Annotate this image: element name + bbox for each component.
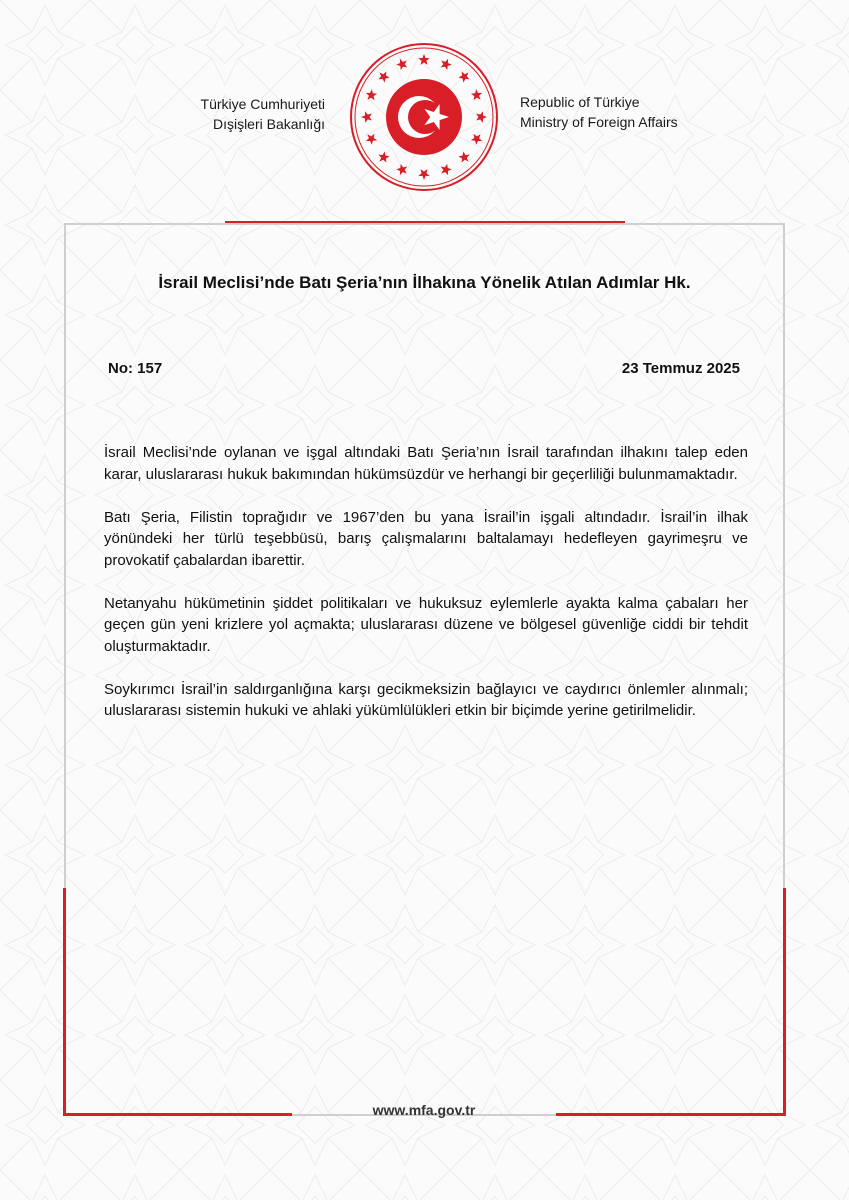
document-date: 23 Temmuz 2025 <box>621 360 740 377</box>
seal-star-icon <box>476 111 487 122</box>
frame-right-red <box>783 888 786 1116</box>
seal-star-icon <box>471 89 482 100</box>
footer-website-link[interactable]: www.mfa.gov.tr <box>372 1102 476 1118</box>
seal-star-icon <box>366 89 377 100</box>
frame-left-grey <box>64 223 66 888</box>
frame-bottom-right-red <box>556 1113 786 1116</box>
document-body <box>104 442 748 743</box>
org-name-turkish <box>201 94 325 134</box>
seal-star-icon <box>418 54 429 65</box>
seal-star-icon <box>471 134 482 145</box>
document-title: İsrail Meclisi’nde Batı Şeria’nın İlhakına Yönelik Atılan Adımlar Hk. <box>158 273 691 292</box>
seal-star-icon <box>441 164 452 175</box>
org-tr-line1: Türkiye Cumhuriyeti <box>200 96 325 112</box>
seal-star-icon <box>366 134 377 145</box>
seal-star-icon <box>418 169 429 180</box>
org-en-line1: Republic of Türkiye <box>520 94 640 110</box>
org-name-english <box>520 92 678 132</box>
frame-right-grey <box>783 223 785 888</box>
org-en-line2: Ministry of Foreign Affairs <box>520 114 678 130</box>
seal-star-icon <box>458 71 469 82</box>
frame-left-red <box>63 888 66 1116</box>
seal-star-icon <box>441 59 452 70</box>
seal-star-icon <box>396 59 407 70</box>
seal-star-icon <box>378 71 389 82</box>
paragraph: Netanyahu hükümetinin şiddet politikaları ve hukuksuz eylemlerle ayakta kalma çabaları her geçen gün yeni krizlere yol açmakta; uluslararası düzene ve bölgesel güvenliğe ciddi bir tehdit oluşturmaktadır. <box>104 594 748 655</box>
paragraph: Batı Şeria, Filistin toprağıdır ve 1967’den bu yana İsrail’in işgali altındadır. İsrail’in ilhak yönündeki her türlü teşebbüsü, barış çalışmalarını baltalamayı hedefleyen gayrimeşru ve provokatif çabalardan ibarettir. <box>104 508 748 569</box>
seal-star-icon <box>361 111 372 122</box>
crescent-star-seal-icon <box>349 42 499 192</box>
paragraph: İsrail Meclisi’nde oylanan ve işgal altındaki Batı Şeria’nın İsrail tarafından ilhakını talep eden karar, uluslararası hukuk bakımından hükümsüzdür ve herhangi bir geçerliliği bulunmamaktadır. <box>104 444 748 483</box>
seal-star-icon <box>396 164 407 175</box>
seal-star-icon <box>458 151 469 162</box>
frame-bottom-left-red <box>63 1113 292 1116</box>
paragraph: Soykırımcı İsrail’in saldırganlığına karşı gecikmeksizin bağlayıcı ve caydırıcı önlemler alınmalı; uluslararası sistemin hukuki ve ahlaki yükümlülükleri etkin bir biçimde yerine getirilmelidir. <box>104 680 748 719</box>
org-tr-line2: Dışişleri Bakanlığı <box>212 116 325 132</box>
document-number: No: 157 <box>108 360 163 377</box>
frame-top-grey <box>64 223 785 225</box>
seal-star-icon <box>378 151 389 162</box>
